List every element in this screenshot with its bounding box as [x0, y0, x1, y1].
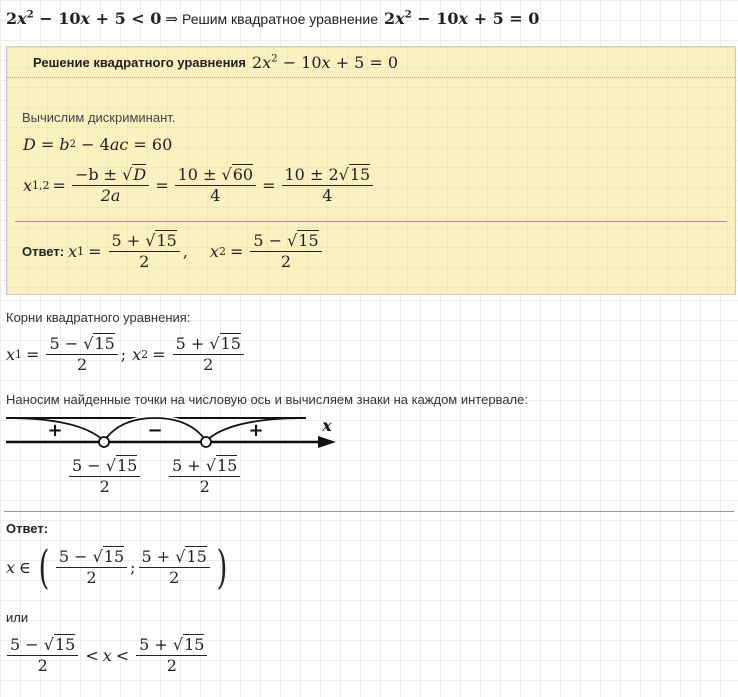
fraction: $\frac{10 \pm 2√15}{4}$ [282, 165, 374, 206]
roots-label: Корни квадратного уравнения: [6, 310, 191, 325]
fraction: $\frac{10 \pm √60}{4}$ [175, 165, 257, 206]
point-open-1 [99, 437, 109, 447]
right-paren: ) [216, 540, 228, 594]
fraction: $\frac{5 - √15}{2}$ [69, 456, 140, 497]
axis-label: Наносим найденные точки на числовую ось и вычисляем знаки на каждом интервале: [6, 392, 528, 407]
axis-point-1-label [66, 456, 143, 497]
axis-point-2-label [166, 456, 243, 497]
fraction: $\frac{5 + √15}{2}$ [173, 334, 244, 375]
fraction: $\frac{5 - √15}{2}$ [46, 334, 117, 375]
final-double-inequality: $\frac{5 - √15}{2}$ < x < $\frac{5 + √15}{2}$ [4, 635, 210, 676]
final-answer-label: Ответ: [6, 521, 49, 536]
roots-values: x 1 = $\frac{5 - √15}{2}$ ; x 2 = $\frac{5 + √15}{2}$ [6, 334, 247, 375]
sign-label: + [47, 420, 63, 441]
header-equation: $2x^2 - 10x + 5 = 0$ [384, 9, 540, 28]
fraction: $\frac{5 - √15}{2}$ [7, 635, 78, 676]
fraction: $\frac{-b \pm √D}{2a}$ [72, 165, 149, 206]
header-inequality: $2x^2 - 10x + 5 < 0$ [6, 9, 162, 28]
section-divider [4, 511, 734, 512]
discriminant-label: Вычислим дискриминант. [22, 110, 176, 125]
sign-label: − [147, 420, 163, 441]
fraction: $\frac{5 - √15}{2}$ [56, 547, 127, 588]
final-interval: x ∈ ( $\frac{5 - √15}{2}$ ; $\frac{5 + √15}{2}$ ) [6, 540, 228, 594]
implies-arrow: ⇒ [165, 9, 178, 28]
number-line [0, 410, 360, 460]
fraction: $\frac{5 + √15}{2}$ [109, 231, 180, 272]
header-text: Решим квадратное уравнение [181, 10, 378, 27]
fraction: $\frac{5 + √15}{2}$ [139, 547, 210, 588]
point-open-2 [201, 437, 211, 447]
sign-label: + [248, 420, 264, 441]
axis-arrow [318, 436, 336, 448]
panel-title: Решение квадратного уравнения [33, 55, 246, 70]
roots-formula: x 1,2 = $\frac{-b \pm √D}{2a}$ = $\frac{10 \pm √60}{4}$ = $\frac{10 \pm 2√15}{4}$ [23, 165, 376, 206]
axis-variable: x [322, 416, 332, 435]
solution-panel [6, 46, 736, 295]
header-line [6, 9, 539, 28]
panel-answer: Ответ: x 1 = $\frac{5 + √15}{2}$ , x 2 = $\frac{5 - √15}{2}$ [22, 231, 325, 272]
panel-answer-label: Ответ: [22, 244, 65, 259]
or-label: или [6, 610, 29, 625]
panel-header [7, 47, 735, 78]
fraction: $\frac{5 - √15}{2}$ [250, 231, 321, 272]
discriminant-formula: D = b 2 − 4 ac = 60 [23, 135, 173, 154]
fraction: $\frac{5 + √15}{2}$ [169, 456, 240, 497]
panel-divider [15, 221, 727, 222]
panel-equation: $2x^2 - 10x + 5 = 0$ [252, 53, 399, 72]
fraction: $\frac{5 + √15}{2}$ [136, 635, 207, 676]
left-paren: ( [38, 540, 50, 594]
